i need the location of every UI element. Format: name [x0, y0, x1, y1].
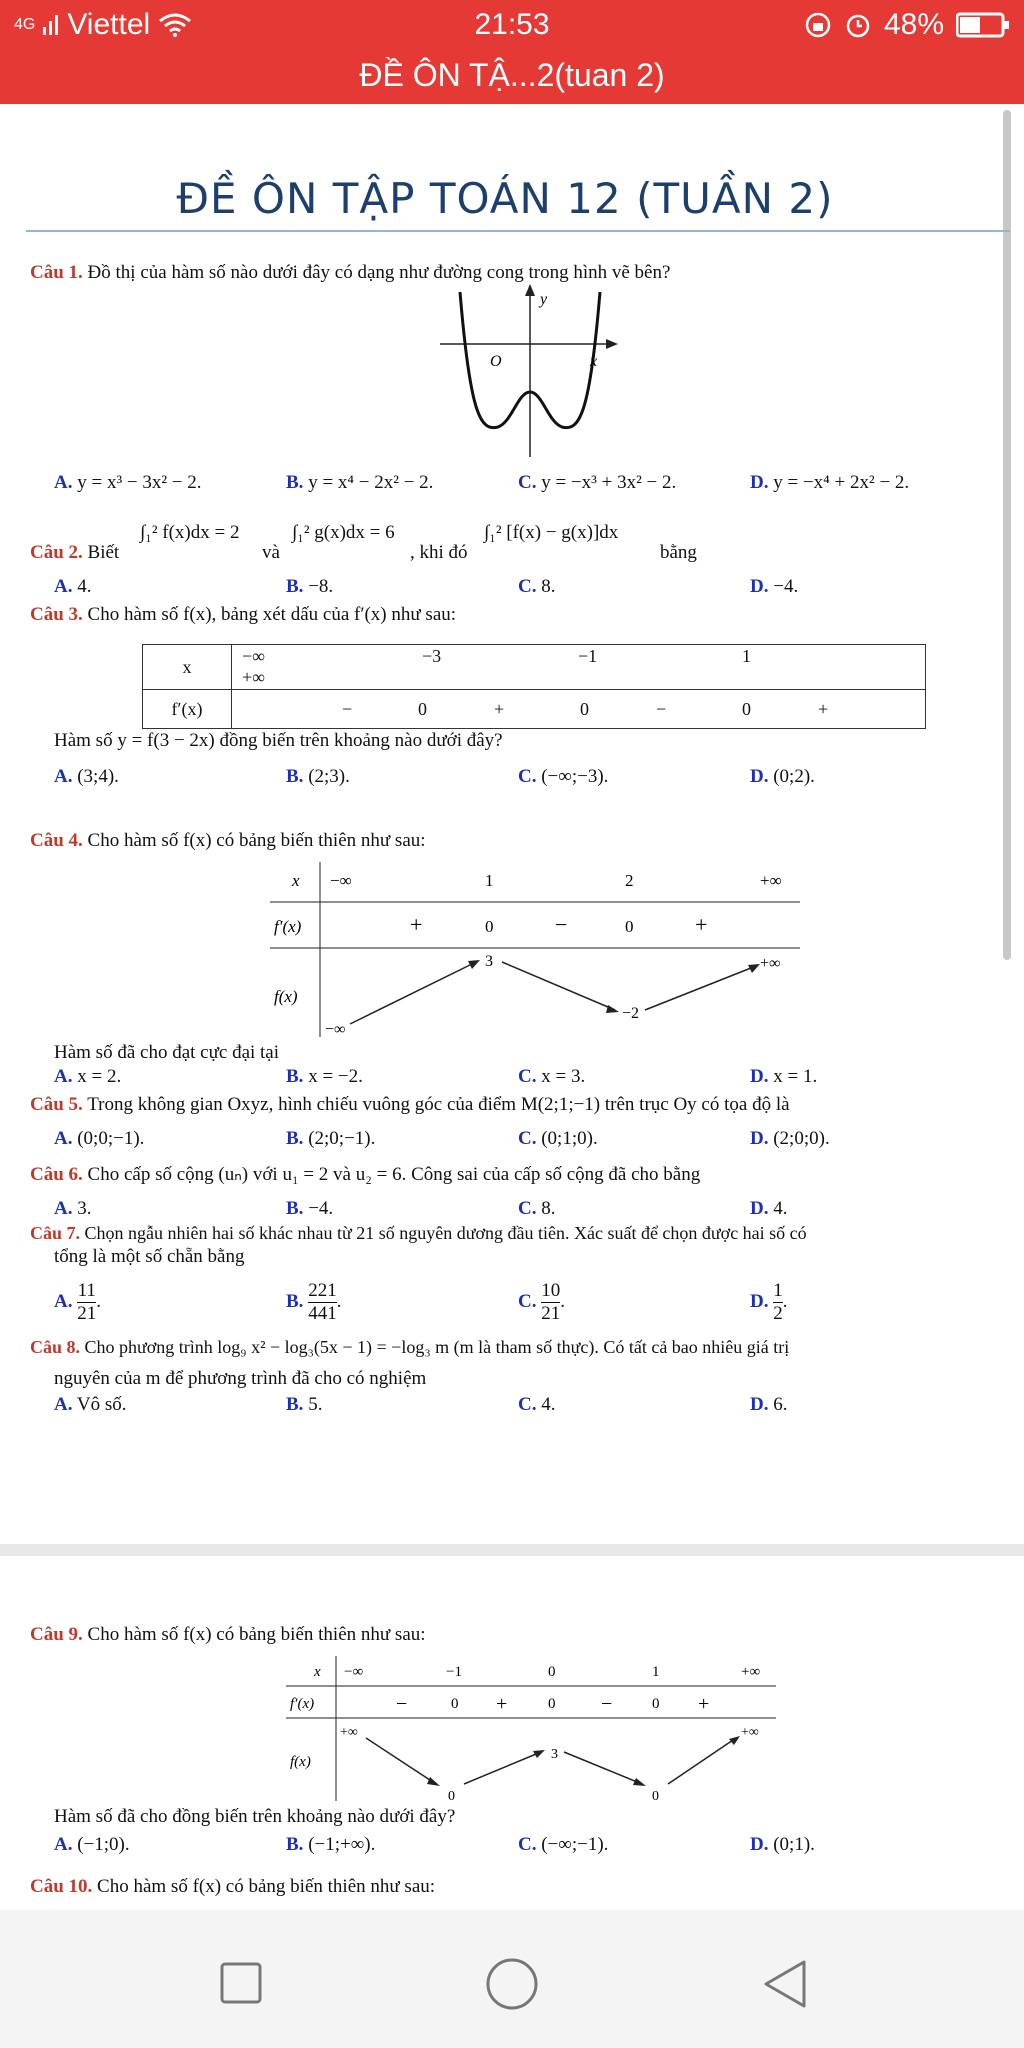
question-1: Câu 1. Đồ thị của hàm số nào dưới đây có dạng như đường cong trong hình vẽ bên? — [30, 262, 671, 283]
vt-f-label: f(x) — [274, 987, 298, 1006]
vt-x-label: x — [292, 871, 300, 890]
vt-x-3: +∞ — [760, 871, 782, 890]
signal-icon: 4G — [14, 16, 36, 33]
q4-option-c[interactable]: C. x = 3. — [518, 1066, 586, 1087]
q1-option-d[interactable]: D. y = −x⁴ + 2x² − 2. — [750, 472, 910, 493]
vt9-val-2: 3 — [551, 1747, 558, 1762]
vt9-val-0: +∞ — [340, 1725, 358, 1740]
vt9-val-3: 0 — [652, 1789, 659, 1804]
q9-option-b[interactable]: B. (−1;+∞). — [286, 1834, 376, 1855]
q5-option-a[interactable]: A. (0;0;−1). — [54, 1128, 145, 1149]
q6-option-b[interactable]: B. −4. — [286, 1198, 334, 1219]
q1-option-c[interactable]: C. y = −x³ + 3x² − 2. — [518, 472, 677, 493]
vt-sign-3: 0 — [625, 917, 634, 936]
q5-option-b[interactable]: B. (2;0;−1). — [286, 1128, 376, 1149]
q7-option-a[interactable]: A. $\frac{11}{21}$ . — [54, 1280, 101, 1324]
title-underline — [26, 230, 1010, 232]
question-7-line2: tổng là một số chẵn bằng — [54, 1246, 245, 1267]
q8-option-b[interactable]: B. 5. — [286, 1394, 323, 1415]
battery-icon — [956, 12, 1010, 38]
sign-table-x-header: x — [143, 645, 232, 690]
sign-table-x-row: −∞ −3 −1 1+∞ — [232, 645, 926, 690]
vt-x-0: −∞ — [330, 871, 352, 890]
vt9-fprime-label: f′(x) — [290, 1696, 315, 1712]
q2-equals: bằng — [660, 542, 697, 563]
vt9-x-3: 1 — [652, 1664, 660, 1680]
vt9-x-2: 0 — [548, 1664, 556, 1680]
q6-option-c[interactable]: C. 8. — [518, 1198, 556, 1219]
q9-variation-table — [286, 1656, 786, 1806]
carrier-name: Viettel — [67, 8, 151, 41]
q4-subquestion: Hàm số đã cho đạt cực đại tại — [54, 1042, 280, 1063]
question-9: Câu 9. Cho hàm số f(x) có bảng biến thiên như sau: — [30, 1624, 426, 1645]
vt-sign-0: + — [410, 912, 423, 937]
clock: 21:53 — [474, 8, 550, 41]
q4-variation-table — [270, 862, 810, 1042]
vt-val-2: −2 — [622, 1005, 640, 1022]
app-title-bar — [0, 50, 1024, 104]
recent-apps-icon[interactable] — [218, 1960, 264, 2006]
q8-option-d[interactable]: D. 6. — [750, 1394, 788, 1415]
q5-option-c[interactable]: C. (0;1;0). — [518, 1128, 598, 1149]
q3-subquestion: Hàm số y = f(3 − 2x) đồng biến trên khoảng nào dưới đây? — [54, 730, 503, 751]
q4-option-a[interactable]: A. x = 2. — [54, 1066, 122, 1087]
page-title: ĐỀ ÔN TẬP TOÁN 12 (TUẦN 2) — [176, 174, 834, 223]
document-title: ĐỀ ÔN TẬ...2(tuan 2) — [359, 57, 665, 93]
q3-option-d[interactable]: D. (0;2). — [750, 766, 815, 787]
vt9-val-1: 0 — [448, 1789, 455, 1804]
vt9-x-1: −1 — [446, 1664, 462, 1680]
vt9-sign-3: 0 — [548, 1696, 556, 1712]
question-4: Câu 4. Cho hàm số f(x) có bảng biến thiên như sau: — [30, 830, 426, 851]
question-5: Câu 5. Trong không gian Oxyz, hình chiếu vuông góc của điểm M(2;1;−1) trên trục Oy có tọa độ là — [30, 1094, 790, 1115]
q2-integral-g: ∫₁² g(x)dx = 6 — [292, 522, 395, 543]
q7-option-c[interactable]: C. $\frac{10}{21}$ . — [518, 1280, 565, 1324]
sign-table-fprime-header: f′(x) — [143, 690, 232, 729]
q7-option-b[interactable]: B. $\frac{221}{441}$ . — [286, 1280, 342, 1324]
q2-integral-diff: ∫₁² [f(x) − g(x)]dx — [484, 522, 619, 543]
vt-fprime-label: f′(x) — [274, 917, 302, 936]
vt9-sign-4: − — [601, 1693, 613, 1715]
q4-option-d[interactable]: D. x = 1. — [750, 1066, 818, 1087]
q1-option-b[interactable]: B. y = x⁴ − 2x² − 2. — [286, 472, 434, 493]
home-icon[interactable] — [484, 1956, 540, 2012]
question-8-line2: nguyên của m để phương trình đã cho có nghiệm — [54, 1368, 427, 1389]
vt9-sign-6: + — [698, 1693, 710, 1715]
q9-option-d[interactable]: D. (0;1). — [750, 1834, 815, 1855]
question-6: Câu 6. Cho cấp số cộng (uₙ) với u₁ = 2 và u₂ = 6. Công sai của cấp số cộng đã cho bằng — [30, 1164, 701, 1185]
q2-option-a[interactable]: A. 4. — [54, 576, 92, 597]
vt-val-1: 3 — [485, 953, 493, 970]
graph-origin-label: O — [490, 353, 502, 370]
vt-val-3: +∞ — [760, 955, 781, 972]
question-10: Câu 10. Cho hàm số f(x) có bảng biến thiên như sau: — [30, 1876, 436, 1897]
vt-x-1: 1 — [485, 871, 494, 890]
q2-option-d[interactable]: D. −4. — [750, 576, 799, 597]
q9-option-a[interactable]: A. (−1;0). — [54, 1834, 130, 1855]
q2-then: , khi đó — [410, 542, 468, 563]
q2-option-b[interactable]: B. −8. — [286, 576, 334, 597]
vt9-x-0: −∞ — [344, 1664, 364, 1680]
question-1-graph — [440, 282, 620, 462]
vt-val-0: −∞ — [325, 1021, 346, 1038]
lock-rotation-icon — [804, 11, 832, 39]
q8-option-a[interactable]: A. Vô số. — [54, 1394, 127, 1415]
document-page[interactable] — [0, 104, 1024, 1910]
q2-and: và — [262, 542, 280, 563]
sign-table-sign-row: − 0 + 0 − 0 + — [232, 690, 926, 729]
q9-option-c[interactable]: C. (−∞;−1). — [518, 1834, 609, 1855]
q3-sign-table — [142, 644, 926, 729]
q3-option-b[interactable]: B. (2;3). — [286, 766, 350, 787]
q8-option-c[interactable]: C. 4. — [518, 1394, 556, 1415]
q1-option-a[interactable]: A. y = x³ − 3x² − 2. — [54, 472, 202, 493]
vt9-f-label: f(x) — [290, 1754, 311, 1770]
status-bar — [0, 0, 1024, 50]
scrollbar[interactable] — [1003, 110, 1011, 960]
graph-y-label: y — [540, 291, 548, 308]
q5-option-d[interactable]: D. (2;0;0). — [750, 1128, 830, 1149]
q3-option-a[interactable]: A. (3;4). — [54, 766, 119, 787]
question-3: Câu 3. Cho hàm số f(x), bảng xét dấu của f′(x) như sau: — [30, 604, 457, 625]
page-break — [0, 1544, 1024, 1556]
q9-subquestion: Hàm số đã cho đồng biến trên khoảng nào dưới đây? — [54, 1806, 456, 1827]
vt-x-2: 2 — [625, 871, 634, 890]
q2-integral-f: ∫₁² f(x)dx = 2 — [140, 522, 240, 543]
battery-percent: 48% — [883, 8, 944, 41]
vt9-sign-5: 0 — [652, 1696, 660, 1712]
q2-option-c[interactable]: C. 8. — [518, 576, 556, 597]
vt-sign-2: − — [555, 912, 568, 937]
navigation-bar — [0, 1910, 1024, 2048]
question-2: Câu 2. Biết — [30, 542, 120, 563]
graph-x-label: x — [590, 353, 598, 370]
vt-sign-4: + — [695, 912, 708, 937]
q6-option-d[interactable]: D. 4. — [750, 1198, 788, 1219]
vt9-x-label: x — [314, 1664, 321, 1680]
q3-option-c[interactable]: C. (−∞;−3). — [518, 766, 609, 787]
vt9-val-4: +∞ — [741, 1725, 759, 1740]
vt9-x-4: +∞ — [741, 1664, 761, 1680]
q4-option-b[interactable]: B. x = −2. — [286, 1066, 363, 1087]
q6-option-a[interactable]: A. 3. — [54, 1198, 92, 1219]
question-7: Câu 7. Chọn ngẫu nhiên hai số khác nhau từ 21 số nguyên dương đầu tiên. Xác suất để chọn được hai số có — [30, 1223, 807, 1243]
vt9-sign-0: − — [396, 1693, 408, 1715]
vt9-sign-1: 0 — [451, 1696, 459, 1712]
question-8: Câu 8. Cho phương trình log₉ x² − log₃(5x − 1) = −log₃ m (m là tham số thực). Có tất cả bao nhiêu giá trị — [30, 1337, 790, 1357]
vt9-sign-2: + — [496, 1693, 508, 1715]
vt-sign-1: 0 — [485, 917, 494, 936]
alarm-icon — [844, 11, 872, 39]
q7-option-d[interactable]: D. $\frac{1}{2}$ . — [750, 1280, 788, 1324]
back-icon[interactable] — [760, 1958, 810, 2010]
